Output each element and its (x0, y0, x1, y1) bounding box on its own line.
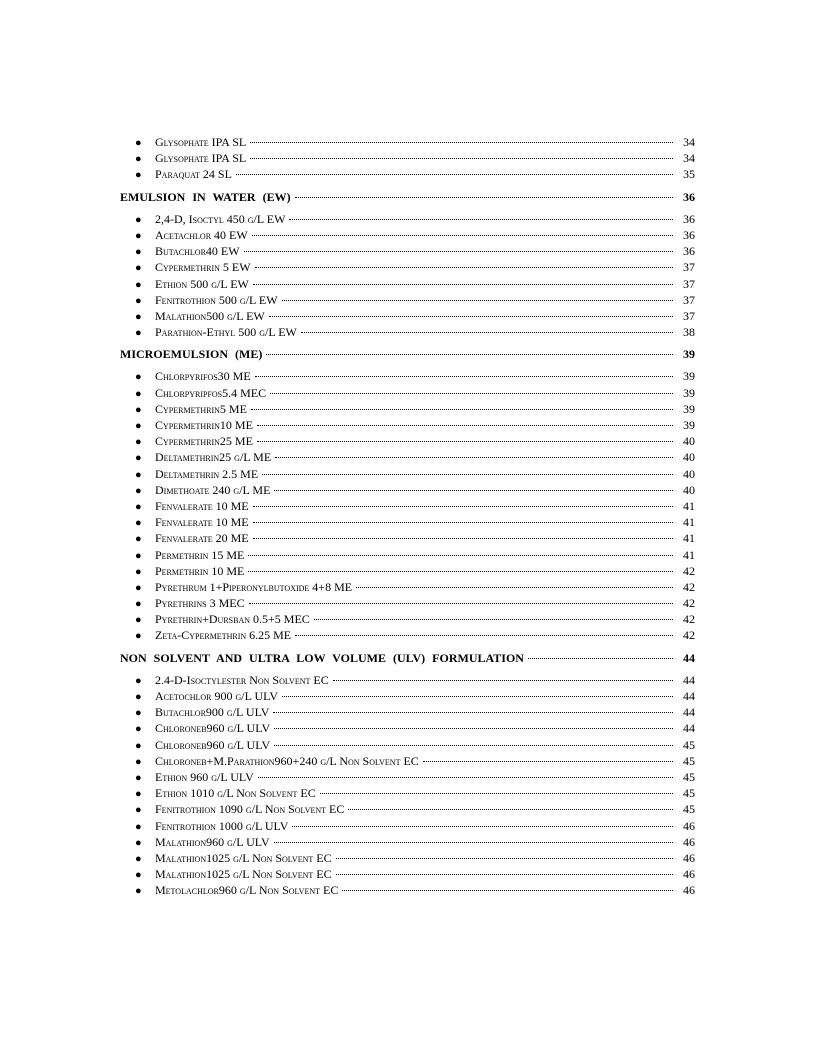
toc-entry[interactable] (120, 753, 695, 769)
toc-entry[interactable] (120, 611, 695, 627)
dot-leader (292, 826, 673, 827)
toc-page-number: 41 (683, 515, 695, 530)
toc-page-number: 46 (683, 867, 695, 882)
toc-entry-title: Ethion 960 g/L ULV (155, 769, 254, 784)
toc-entry[interactable] (120, 688, 695, 704)
toc-entry[interactable] (120, 850, 695, 866)
bullet-icon: ● (135, 262, 142, 275)
dot-leader (251, 409, 673, 410)
toc-page-number: 42 (683, 563, 695, 578)
toc-entry[interactable] (120, 627, 695, 643)
bullet-icon: ● (135, 755, 142, 768)
toc-entry-title: Deltamethrin 2.5 ME (155, 466, 259, 481)
dot-leader (257, 441, 673, 442)
toc-entry[interactable] (120, 134, 695, 150)
toc-entry[interactable] (120, 514, 695, 530)
bullet-icon: ● (135, 310, 142, 323)
toc-entry[interactable] (120, 785, 695, 801)
toc-entry[interactable] (120, 769, 695, 785)
dot-leader (336, 874, 673, 875)
toc-entry[interactable] (120, 737, 695, 753)
dot-leader (282, 300, 673, 301)
toc-page-number: 41 (683, 498, 695, 513)
toc-entry-title: Chlorpyrifos30 ME (155, 369, 251, 384)
toc-entry[interactable] (120, 259, 695, 275)
toc-entry[interactable] (120, 276, 695, 292)
toc-entry[interactable] (120, 227, 695, 243)
toc-page-number: 46 (683, 850, 695, 865)
dot-leader (255, 267, 673, 268)
toc-page-number: 39 (683, 347, 695, 362)
toc-entry[interactable] (120, 498, 695, 514)
dot-leader (273, 712, 673, 713)
toc-entry-title: 2,4-D, Isoctyl 450 g/L EW (155, 211, 286, 226)
toc-entry[interactable] (120, 401, 695, 417)
dot-leader (248, 571, 673, 572)
bullet-icon: ● (135, 420, 142, 432)
dot-leader (528, 658, 673, 659)
toc-entry-title: Pyrethrin+Dursban 0.5+5 MEC (155, 612, 310, 627)
toc-entry[interactable] (120, 834, 695, 850)
dot-leader (255, 376, 673, 377)
toc-page-number: 40 (683, 434, 695, 449)
toc-entry[interactable] (120, 482, 695, 498)
dot-leader (244, 251, 673, 252)
toc-page-number: 45 (683, 769, 695, 784)
toc-section-heading[interactable] (120, 650, 695, 666)
toc-entry-title: Fenvalerate 20 ME (155, 531, 249, 546)
dot-leader (295, 197, 673, 198)
toc-entry[interactable] (120, 882, 695, 898)
dot-leader (333, 680, 673, 681)
toc-section-heading[interactable] (120, 346, 695, 362)
bullet-icon: ● (135, 484, 142, 497)
toc-entry[interactable] (120, 417, 695, 433)
toc-entry-title: Cypermethrin5 ME (155, 401, 247, 416)
dot-leader (270, 393, 673, 394)
bullet-icon: ● (135, 452, 142, 465)
bullet-icon: ● (135, 517, 142, 530)
toc-page-number: 37 (683, 308, 695, 323)
toc-page-number: 46 (683, 818, 695, 833)
toc-entry[interactable] (120, 818, 695, 834)
toc-page-number: 39 (683, 369, 695, 384)
toc-page-number: 42 (683, 628, 695, 643)
dot-leader (236, 174, 673, 175)
toc-page-number: 42 (683, 612, 695, 627)
bullet-icon: ● (135, 581, 142, 594)
bullet-icon: ● (135, 327, 142, 340)
dot-leader (249, 603, 673, 604)
bullet-icon: ● (135, 885, 142, 898)
bullet-icon: ● (135, 246, 142, 259)
toc-page-number: 42 (683, 596, 695, 611)
dot-leader (248, 555, 673, 556)
dot-leader (274, 842, 673, 843)
dot-leader (295, 635, 673, 636)
toc-entry[interactable] (120, 530, 695, 546)
toc-entry-title: Ethion 1010 g/L Non Solvent EC (155, 786, 316, 801)
toc-entry[interactable] (120, 595, 695, 611)
toc-page-number: 34 (683, 151, 695, 166)
toc-entry-title: Zeta-Cypermethrin 6.25 ME (155, 628, 292, 643)
toc-entry[interactable] (120, 292, 695, 308)
toc-page-number: 45 (683, 786, 695, 801)
toc-entry[interactable] (120, 704, 695, 720)
dot-leader (320, 793, 673, 794)
dot-leader (282, 696, 673, 697)
bullet-icon: ● (135, 723, 142, 736)
bullet-icon: ● (135, 278, 142, 291)
bullet-icon: ● (135, 852, 142, 865)
toc-page-number: 36 (683, 244, 695, 259)
bullet-icon: ● (135, 403, 142, 416)
toc-entry[interactable] (120, 308, 695, 324)
toc-entry-title: Deltamethrin25 g/L ME (155, 450, 272, 465)
toc-page-number: 39 (683, 401, 695, 416)
bullet-icon: ● (135, 691, 142, 703)
toc-page-number: 44 (683, 721, 695, 736)
dot-leader (252, 235, 673, 236)
toc-page-number: 45 (683, 737, 695, 752)
dot-leader (250, 142, 673, 143)
toc-entry-title: Fenitrothion 1000 g/L ULV (155, 818, 289, 833)
toc-entry[interactable] (120, 466, 695, 482)
bullet-icon: ● (135, 565, 142, 578)
bullet-icon: ● (135, 820, 142, 833)
dot-leader (262, 474, 673, 475)
toc-entry-title: Malathion960 g/L ULV (155, 834, 270, 849)
dot-leader (274, 728, 673, 729)
toc-entry[interactable] (120, 672, 695, 688)
toc-entry[interactable] (120, 866, 695, 882)
toc-page-number: 41 (683, 531, 695, 546)
toc-entry-title: Ethion 500 g/L EW (155, 276, 249, 291)
toc-entry[interactable] (120, 368, 695, 384)
toc-page-number: 45 (683, 802, 695, 817)
bullet-icon: ● (135, 533, 142, 546)
toc-page-number: 34 (683, 135, 695, 149)
toc-entry-title: Chlorpyripfos5.4 MEC (155, 385, 267, 400)
toc-entry[interactable] (120, 324, 695, 340)
toc-entry-title: Fenitrothion 1090 g/L Non Solvent EC (155, 802, 345, 817)
toc-page-number: 37 (683, 292, 695, 307)
bullet-icon: ● (135, 229, 142, 242)
dot-leader (274, 745, 673, 746)
toc-entry-title: Acetochlor 900 g/L ULV (155, 689, 279, 703)
dot-leader (266, 354, 673, 355)
dot-leader (289, 219, 673, 220)
toc-entry[interactable] (120, 801, 695, 817)
bullet-icon: ● (135, 674, 142, 687)
toc-section-heading[interactable] (120, 189, 695, 205)
bullet-icon: ● (135, 153, 142, 166)
toc-entry[interactable] (120, 433, 695, 449)
toc-entry-title: Fenvalerate 10 ME (155, 498, 249, 513)
toc-entry-title: 2.4-D-Isoctylester Non Solvent EC (155, 672, 329, 687)
toc-page-number: 36 (683, 227, 695, 242)
toc-entry[interactable] (120, 449, 695, 465)
toc-page-number: 39 (683, 385, 695, 400)
toc-entry-title: Cypermethrin10 ME (155, 418, 253, 432)
toc-entry-title: Chloroneb960 g/L ULV (155, 737, 271, 752)
toc-entry-title: NON SOLVENT AND ULTRA LOW VOLUME (ULV) FORMULATION (120, 650, 524, 665)
toc-entry-title: Permethrin 10 ME (155, 563, 245, 578)
toc-page-number: 44 (683, 705, 695, 720)
toc-entry-title: MICROEMULSION (ME) (120, 347, 263, 362)
toc-page-number: 44 (683, 689, 695, 703)
bullet-icon: ● (135, 137, 142, 149)
toc-entry-title: Butachlor900 g/L ULV (155, 705, 270, 720)
toc-entry-title: EMULSION IN WATER (EW) (120, 189, 291, 204)
bullet-icon: ● (135, 549, 142, 562)
toc-entry-title: Butachlor40 EW (155, 244, 240, 259)
toc-entry-title: Pyrethrins 3 MEC (155, 596, 245, 611)
toc-entry-title: Paraquat 24 SL (155, 167, 232, 182)
toc-entry-title: Malathion1025 g/L Non Solvent EC (155, 850, 332, 865)
toc-entry-title: Parathion-Ethyl 500 g/L EW (155, 325, 297, 340)
toc-page-number: 44 (683, 650, 695, 665)
dot-leader (423, 761, 673, 762)
bullet-icon: ● (135, 371, 142, 384)
bullet-icon: ● (135, 598, 142, 611)
toc-entry[interactable] (120, 547, 695, 563)
toc-page-number: 42 (683, 579, 695, 594)
dot-leader (274, 490, 673, 491)
dot-leader (348, 809, 673, 810)
bullet-icon: ● (135, 630, 142, 643)
toc-entry-title: Chloroneb960 g/L ULV (155, 721, 271, 736)
bullet-icon: ● (135, 739, 142, 752)
dot-leader (336, 858, 673, 859)
toc-entry-title: Fenvalerate 10 ME (155, 515, 249, 530)
toc-page-number: 45 (683, 753, 695, 768)
toc-entry-title: Malathion500 g/L EW (155, 308, 265, 323)
bullet-icon: ● (135, 213, 142, 226)
dot-leader (275, 457, 673, 458)
toc-entry[interactable] (120, 150, 695, 166)
dot-leader (253, 506, 673, 507)
toc-entry-title: Permethrin 15 ME (155, 547, 245, 562)
toc-page-number: 46 (683, 834, 695, 849)
dot-leader (269, 316, 673, 317)
dot-leader (356, 587, 673, 588)
dot-leader (253, 284, 673, 285)
bullet-icon: ● (135, 771, 142, 784)
toc-entry-title: Pyrethrum 1+Piperonylbutoxide 4+8 ME (155, 579, 353, 594)
bullet-icon: ● (135, 804, 142, 817)
toc-page-number: 37 (683, 260, 695, 275)
toc-entry[interactable] (120, 243, 695, 259)
bullet-icon: ● (135, 614, 142, 627)
toc-entry-title: Dimethoate 240 g/L ME (155, 482, 271, 497)
bullet-icon: ● (135, 836, 142, 849)
toc-page-number: 35 (683, 167, 695, 182)
toc-entry-title: Cypermethrin25 ME (155, 434, 253, 449)
toc-entry-title: Metolachlor960 g/L Non Solvent EC (155, 883, 339, 898)
toc-entry[interactable] (120, 211, 695, 227)
toc-entry-title: Cypermethrin 5 EW (155, 260, 251, 275)
toc-entry-title: Fenitrothion 500 g/L EW (155, 292, 278, 307)
toc-entry[interactable] (120, 166, 695, 182)
toc-page-number: 46 (683, 883, 695, 898)
bullet-icon: ● (135, 500, 142, 513)
dot-leader (250, 158, 673, 159)
toc-entry[interactable] (120, 579, 695, 595)
toc-page-number: 40 (683, 482, 695, 497)
toc-entry-title: Acetachlor 40 EW (155, 227, 248, 242)
toc-page-number: 44 (683, 672, 695, 687)
toc-entry-title: Glysophate IPA SL (155, 135, 247, 149)
dot-leader (253, 538, 673, 539)
toc-page-number: 40 (683, 466, 695, 481)
toc-entry-title: Chloroneb+M.Parathion960+240 g/L Non Solvent EC (155, 753, 419, 768)
toc-page-number: 36 (683, 189, 695, 204)
dot-leader (257, 425, 673, 426)
bullet-icon: ● (135, 294, 142, 307)
table-of-contents (120, 134, 695, 898)
toc-page-number: 39 (683, 418, 695, 432)
bullet-icon: ● (135, 169, 142, 182)
toc-entry[interactable] (120, 563, 695, 579)
toc-entry-title: Glysophate IPA SL (155, 151, 247, 166)
toc-page-number: 36 (683, 211, 695, 226)
dot-leader (314, 619, 673, 620)
bullet-icon: ● (135, 788, 142, 801)
bullet-icon: ● (135, 869, 142, 882)
dot-leader (301, 332, 673, 333)
dot-leader (258, 777, 673, 778)
toc-page-number: 38 (683, 325, 695, 340)
bullet-icon: ● (135, 436, 142, 449)
bullet-icon: ● (135, 387, 142, 400)
toc-entry[interactable] (120, 385, 695, 401)
dot-leader (342, 890, 673, 891)
toc-page-number: 37 (683, 276, 695, 291)
toc-entry[interactable] (120, 720, 695, 736)
bullet-icon: ● (135, 707, 142, 720)
bullet-icon: ● (135, 468, 142, 481)
toc-entry-title: Malathion1025 g/L Non Solvent EC (155, 867, 332, 882)
dot-leader (253, 522, 673, 523)
toc-page-number: 40 (683, 450, 695, 465)
toc-page-number: 41 (683, 547, 695, 562)
